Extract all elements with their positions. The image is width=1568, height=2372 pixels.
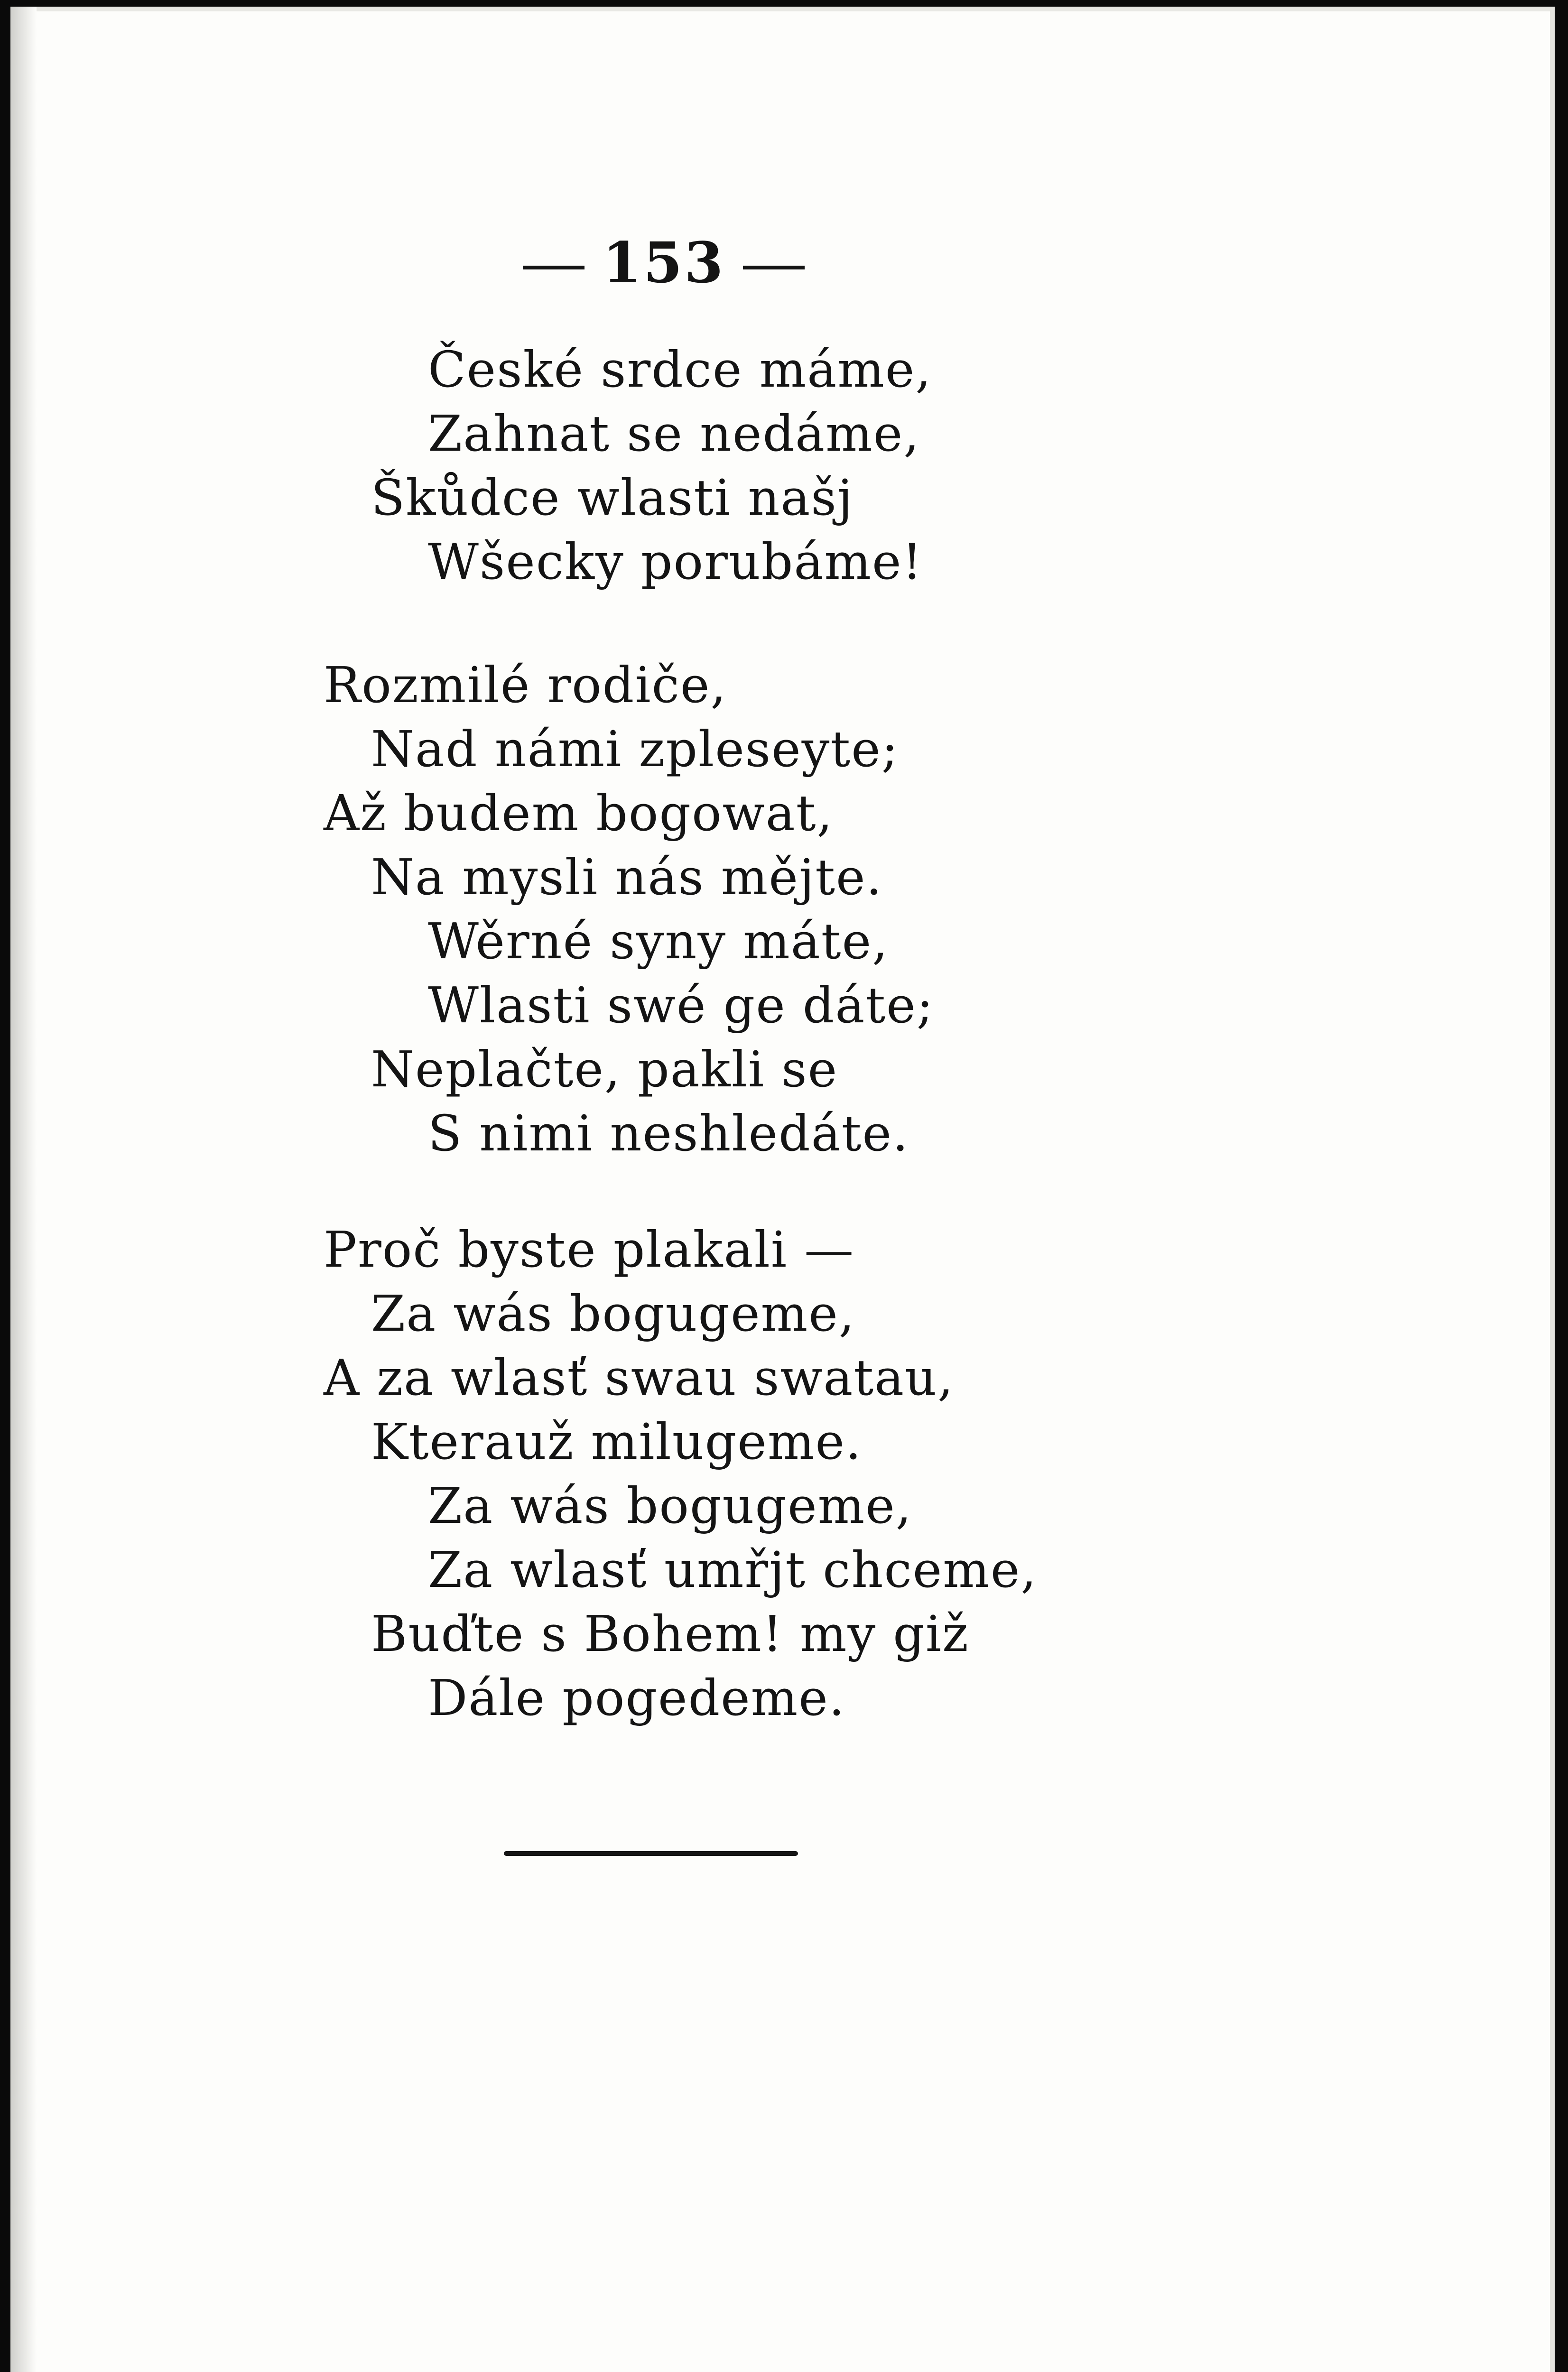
poem-line: Škůdce wlasti našj [371,469,854,527]
poem-line: A za wlasť swau swatau, [324,1349,955,1407]
poem-line: Kterauž milugeme. [371,1413,863,1471]
poem-line: Wlasti swé ge dáte; [428,976,934,1034]
poem-line: Na mysli nás mějte. [371,848,883,906]
page-number: 153 [603,230,725,296]
end-rule [504,1851,798,1856]
poem-line: České srdce máme, [428,341,932,398]
poem-line: Wěrné syny máte, [428,912,889,970]
page-header [523,227,807,298]
poem-line: Až budem bogowat, [324,784,834,842]
poem-line: Za wás bogugeme, [428,1477,912,1535]
book-page [10,7,1555,2372]
poem-line: Nad námi zpleseyte; [371,720,899,778]
poem-line: Za wlasť umřjt chceme, [428,1541,1038,1599]
poem-line: Neplačte, pakli se [371,1040,838,1098]
poem-line: Dále pogedeme. [428,1669,845,1727]
header-dash-right [743,266,805,269]
poem-line: S nimi neshledáte. [428,1104,909,1162]
poem-line: Proč byste plakali — [324,1221,855,1279]
poem-line: Za wás bogugeme, [371,1285,855,1343]
poem-line: Rozmilé rodiče, [324,656,727,714]
poem-line: Zahnat se nedáme, [428,405,920,463]
poem-line: Wšecky porubáme! [428,533,923,591]
header-dash-left [523,266,585,269]
poem-line: Buďte s Bohem! my giž [371,1605,969,1663]
